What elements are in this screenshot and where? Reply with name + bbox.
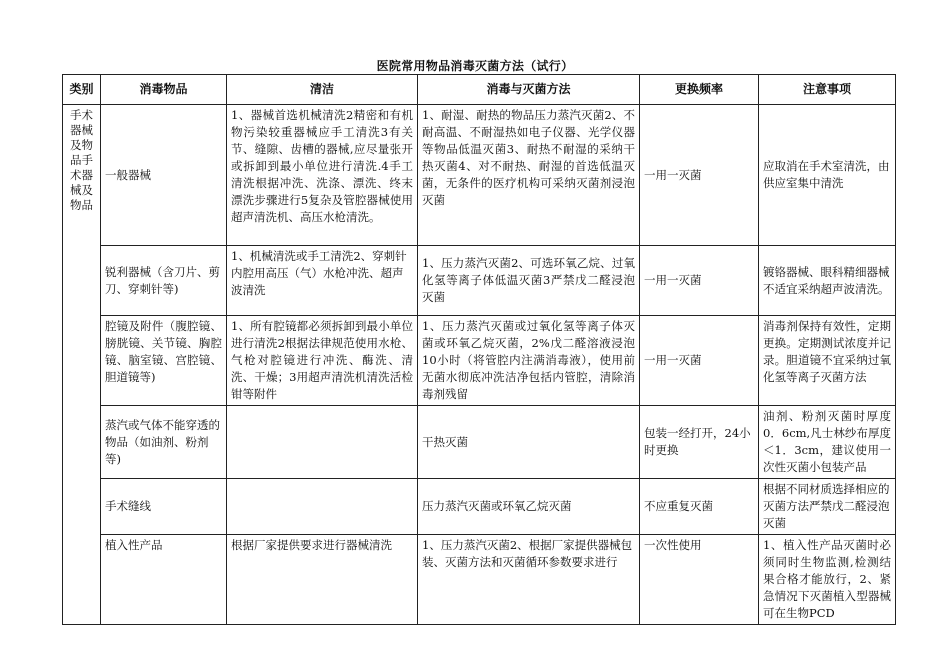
table-row bbox=[63, 479, 896, 535]
frequency-cell: 不应重复灭菌 bbox=[640, 479, 759, 535]
method-cell: 干热灭菌 bbox=[418, 406, 640, 479]
table-row bbox=[63, 535, 896, 625]
cleaning-cell bbox=[227, 479, 418, 535]
table-header-row bbox=[63, 75, 896, 105]
disinfection-table bbox=[62, 74, 896, 625]
method-cell: 压力蒸汽灭菌或环氧乙烷灭菌 bbox=[418, 479, 640, 535]
notes-cell: 消毒剂保持有效性，定期更换。定期测试浓度并记录。胆道镜不宜采纳过氧化氢等离子灭菌方法 bbox=[759, 316, 896, 406]
header-method: 消毒与灭菌方法 bbox=[418, 75, 640, 105]
method-cell: 1、压力蒸汽灭菌或过氧化氢等离子体灭菌或环氧乙烷灭菌，2%戊二醛溶液浸泡10小时（将管腔内注满消毒液），使用前无菌水彻底冲洗洁净包括内管腔，清除消毒剂残留 bbox=[418, 316, 640, 406]
page-title: 医院常用物品消毒灭菌方法（试行） bbox=[376, 59, 574, 73]
frequency-cell: 包装一经打开，24小时更换 bbox=[640, 406, 759, 479]
item-cell: 腔镜及附件（腹腔镜、膀胱镜、关节镜、胸腔镜、脑室镜、宫腔镜、胆道镜等) bbox=[101, 316, 227, 406]
notes-cell: 1、植入性产品灭菌时必须同时生物监测,检测结果合格才能放行，2、紧急情况下灭菌植入型器械可在生物PCD bbox=[759, 535, 896, 625]
method-cell: 1、耐湿、耐热的物品压力蒸汽灭菌2、不耐高温、不耐湿热如电子仪器、光学仪器等物品低温灭菌3、耐热不耐湿的采纳干热灭菌4、对不耐热、耐湿的首选低温灭菌，无条件的医疗机构可采纳灭菌剂浸泡灭菌 bbox=[418, 105, 640, 246]
cleaning-cell: 1、器械首选机械清洗2精密和有机物污染较重器械应手工清洗3有关节、缝隙、齿槽的器械,应尽量张开或拆卸到最小单位进行清洗.4手工清洗根据冲洗、洗涤、漂洗、终末漂洗步骤进行5复杂及管腔器械使用超声清洗机、高压水枪清洗。 bbox=[227, 105, 418, 246]
frequency-cell: 一次性使用 bbox=[640, 535, 759, 625]
item-cell: 锐利器械（含刀片、剪刀、穿刺针等) bbox=[101, 246, 227, 316]
frequency-cell: 一用一灭菌 bbox=[640, 105, 759, 246]
item-cell: 一般器械 bbox=[101, 105, 227, 246]
notes-cell: 应取消在手术室清洗，由供应室集中清洗 bbox=[759, 105, 896, 246]
table-row bbox=[63, 316, 896, 406]
frequency-cell: 一用一灭菌 bbox=[640, 246, 759, 316]
header-category: 类别 bbox=[63, 75, 101, 105]
method-cell: 1、压力蒸汽灭菌2、根据厂家提供器械包装、灭菌方法和灭菌循环参数要求进行 bbox=[418, 535, 640, 625]
header-cleaning: 清洁 bbox=[227, 75, 418, 105]
item-cell: 蒸汽或气体不能穿透的物品（如油剂、粉剂等) bbox=[101, 406, 227, 479]
table-row bbox=[63, 246, 896, 316]
frequency-cell: 一用一灭菌 bbox=[640, 316, 759, 406]
cleaning-cell bbox=[227, 406, 418, 479]
notes-cell: 镀铬器械、眼科精细器械不适宜采纳超声波清洗。 bbox=[759, 246, 896, 316]
item-cell: 植入性产品 bbox=[101, 535, 227, 625]
cleaning-cell: 根据厂家提供要求进行器械清洗 bbox=[227, 535, 418, 625]
header-notes: 注意事项 bbox=[759, 75, 896, 105]
header-item: 消毒物品 bbox=[101, 75, 227, 105]
category-cell: 手术器械及物品手术器械及物品 bbox=[63, 105, 101, 625]
notes-cell: 根据不同材质选择相应的灭菌方法严禁戊二醛浸泡灭菌 bbox=[759, 479, 896, 535]
item-cell: 手术缝线 bbox=[101, 479, 227, 535]
header-frequency: 更换频率 bbox=[640, 75, 759, 105]
method-cell: 1、压力蒸汽灭菌2、可选环氧乙烷、过氧化氢等离子体低温灭菌3严禁戊二醛浸泡灭菌 bbox=[418, 246, 640, 316]
table-row bbox=[63, 406, 896, 479]
cleaning-cell: 1、机械清洗或手工清洗2、穿刺针内腔用高压（气）水枪冲洗、超声波清洗 bbox=[227, 246, 418, 316]
cleaning-cell: 1、所有腔镜都必须拆卸到最小单位进行清洗2根据法律规范使用水枪、气枪对腔镜进行冲洗、酶洗、清洗、干燥；3用超声清洗机清洗活检钳等附件 bbox=[227, 316, 418, 406]
notes-cell: 油剂、粉剂灭菌时厚度0．6cm,凡士林纱布厚度＜1．3cm，建议使用一次性灭菌小包装产品 bbox=[759, 406, 896, 479]
table-row bbox=[63, 105, 896, 246]
